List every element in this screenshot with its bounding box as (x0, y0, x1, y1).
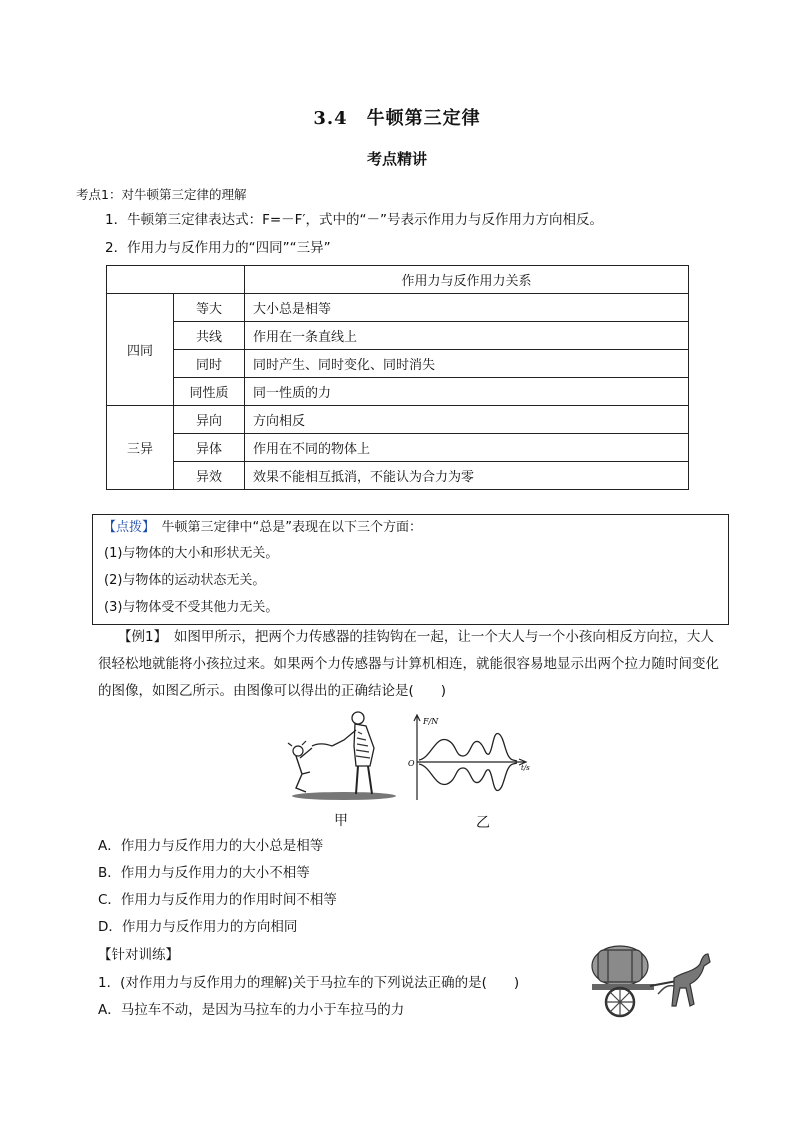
force-time-graph (405, 712, 537, 802)
tip-item: (1)与物体的大小和形状无关。 (104, 546, 279, 561)
attr-cell: 等大 (174, 294, 245, 322)
table-row (107, 322, 689, 350)
attr-cell: 异体 (174, 434, 245, 462)
tip-heading (103, 519, 422, 537)
desc-cell: 方向相反 (245, 406, 689, 434)
option-b: B．作用力与反作用力的大小不相等 (98, 865, 310, 881)
attr-cell: 同时 (174, 350, 245, 378)
page-title: 3.4 牛顿第三定律 (313, 108, 481, 129)
graph-ylabel: F/N (423, 717, 439, 726)
tip-item: (2)与物体的运动状态无关。 (104, 573, 266, 588)
group-label: 三异 (107, 406, 174, 490)
tip-tag: 【点拨】 (103, 520, 149, 535)
table-row (107, 350, 689, 378)
desc-cell: 作用在不同的物体上 (245, 434, 689, 462)
desc-cell: 同一性质的力 (245, 378, 689, 406)
example-tag: 【例1】 (118, 629, 161, 645)
desc-cell: 同时产生、同时变化、同时消失 (245, 350, 689, 378)
group-label: 四同 (107, 294, 174, 406)
tug-illustration (284, 710, 396, 802)
table-row (107, 406, 689, 434)
example-line-3: 的图像，如图乙所示。由图像可以得出的正确结论是( ) (98, 683, 447, 699)
attr-cell: 异向 (174, 406, 245, 434)
table-row (107, 378, 689, 406)
table-row (107, 462, 689, 490)
option-c: C．作用力与反作用力的作用时间不相等 (98, 892, 337, 908)
attr-cell: 同性质 (174, 378, 245, 406)
relation-table (106, 265, 689, 490)
desc-cell: 效果不能相互抵消，不能认为合力为零 (245, 462, 689, 490)
option-d: D．作用力与反作用力的方向相同 (98, 919, 298, 935)
tip-item: (3)与物体受不受其他力无关。 (104, 600, 279, 615)
law-expression: 1．牛顿第三定律表达式：F=－F′，式中的“－”号表示作用力与反作用力方向相反。 (105, 212, 603, 228)
example-line-2: 很轻松地就能将小孩拉过来。如果两个力传感器与计算机相连，就能很容易地显示出两个拉力随时间变化 (98, 656, 719, 672)
horse-cart-illustration (590, 944, 718, 1024)
attr-cell: 共线 (174, 322, 245, 350)
training-option-a: A．马拉车不动，是因为马拉车的力小于车拉马的力 (98, 1002, 405, 1018)
training-question-1: 1．(对作用力与反作用力的理解)关于马拉车的下列说法正确的是( ) (98, 975, 520, 991)
tip-text: 牛顿第三定律中“总是”表现在以下三个方面： (148, 520, 422, 535)
kaodian-heading: 考点1：对牛顿第三定律的理解 (76, 187, 247, 202)
figure-label-b: 乙 (476, 815, 490, 831)
section-subtitle: 考点精讲 (366, 150, 427, 168)
table-header-row (107, 266, 689, 294)
table-header: 作用力与反作用力关系 (245, 266, 689, 294)
table-row (107, 294, 689, 322)
desc-cell: 大小总是相等 (245, 294, 689, 322)
table-row (107, 434, 689, 462)
option-a: A．作用力与反作用力的大小总是相等 (98, 838, 324, 854)
attr-cell: 异效 (174, 462, 245, 490)
figure-label-a: 甲 (334, 813, 348, 829)
tip-box (92, 514, 729, 625)
graph-xlabel: t/s (521, 764, 530, 772)
graph-origin: O (408, 759, 415, 768)
desc-cell: 作用在一条直线上 (245, 322, 689, 350)
sitong-sanyi-intro: 2．作用力与反作用力的“四同”“三异” (105, 240, 331, 256)
training-heading: 【针对训练】 (98, 947, 179, 963)
example-line-1: 【例1】 如图甲所示，把两个力传感器的挂钩钩在一起，让一个大人与一个小孩向相反方向拉，大人 (118, 629, 714, 645)
